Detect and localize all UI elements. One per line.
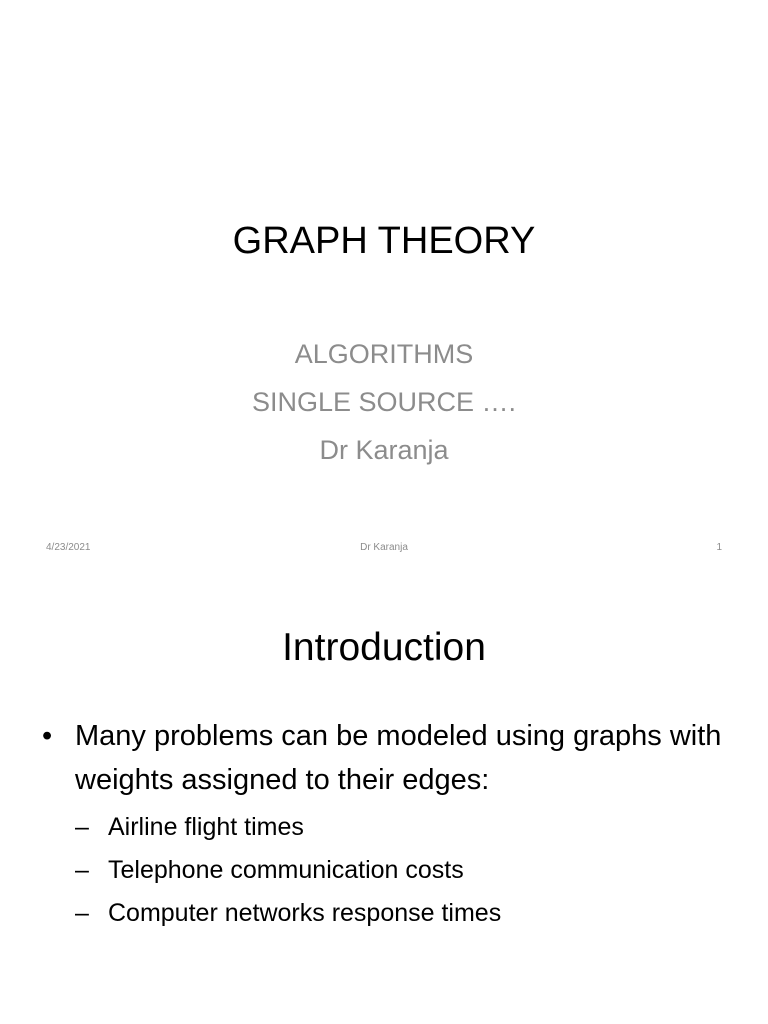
bullet-list xyxy=(42,714,732,935)
sub-bullet-item xyxy=(75,806,732,849)
sub-bullet-text: Computer networks response times xyxy=(108,899,502,927)
slide-subtitle xyxy=(0,330,768,474)
bullet-item xyxy=(42,714,732,802)
sub-bullet-text: Airline flight times xyxy=(108,813,304,841)
introduction-slide xyxy=(0,576,768,1024)
dash-marker: – xyxy=(75,856,89,884)
slide-title: GRAPH THEORY xyxy=(232,220,536,262)
sub-bullet-text: Telephone communication costs xyxy=(108,856,464,884)
subtitle-line-single-source: SINGLE SOURCE …. xyxy=(251,387,517,417)
sub-bullet-item xyxy=(75,849,732,892)
subtitle-line-algorithms: ALGORITHMS xyxy=(294,339,474,369)
dash-marker: – xyxy=(75,813,89,841)
dash-marker: – xyxy=(75,899,89,927)
slide-title: Introduction xyxy=(282,626,486,669)
footer-page-number: 1 xyxy=(716,542,722,553)
sub-bullet-item xyxy=(75,892,732,935)
bullet-marker: • xyxy=(42,720,53,752)
footer-author: Dr Karanja xyxy=(360,542,408,553)
bullet-text: Many problems can be modeled using graphs with weights assigned to their edges: xyxy=(75,720,722,796)
footer-date: 4/23/2021 xyxy=(46,542,91,553)
subtitle-line-author: Dr Karanja xyxy=(319,435,449,465)
sub-bullet-list xyxy=(42,806,732,935)
